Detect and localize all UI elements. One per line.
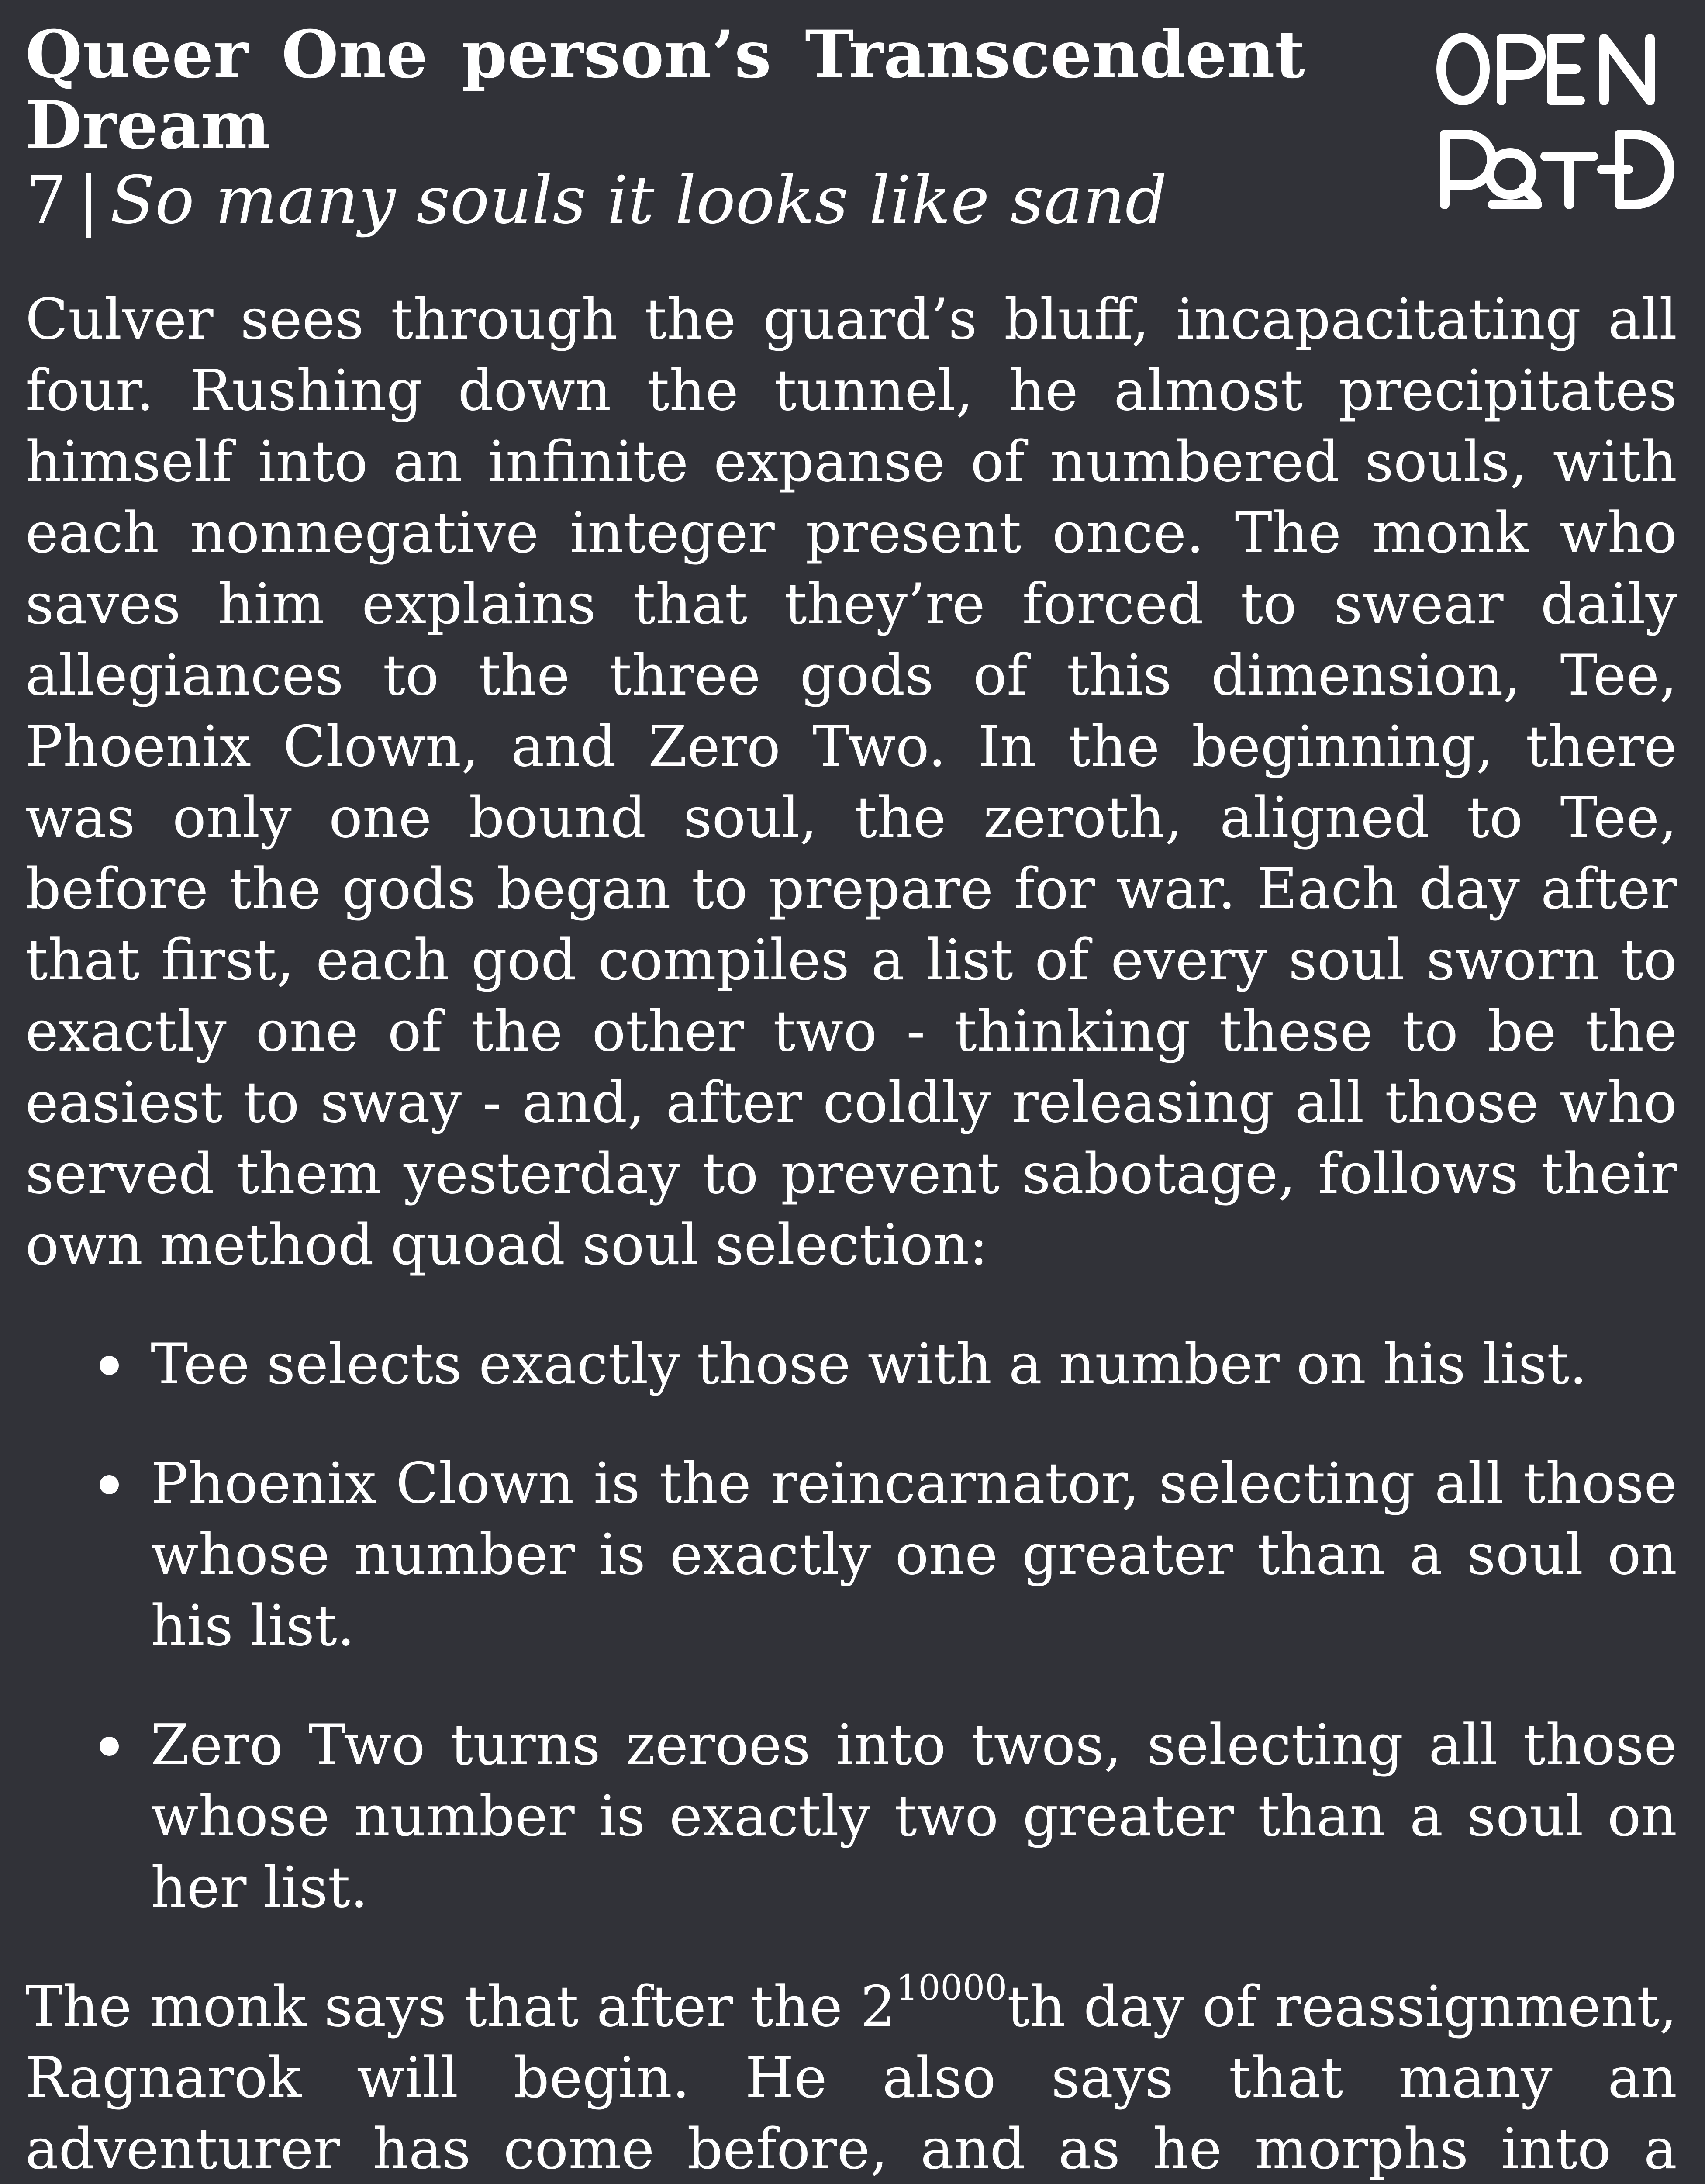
question-text-start: The monk says that after the bbox=[25, 1974, 861, 2039]
rule-phoenix-clown: Phoenix Clown is the reincarnator, selecting all those whose number is exactly one greater than a soul on his list. bbox=[151, 1451, 1677, 1659]
bullet-icon bbox=[100, 1356, 119, 1375]
list-item bbox=[25, 1448, 1677, 1662]
bullet-icon bbox=[100, 1737, 119, 1756]
rule-zero-two: Zero Two turns zeroes into twos, selecting all those whose number is exactly two greater than a soul on her list. bbox=[151, 1713, 1677, 1920]
rule-tee: Tee selects exactly those with a number on his list. bbox=[151, 1332, 1588, 1397]
god-rules-list bbox=[25, 1329, 1677, 1923]
subtitle-separator: | bbox=[77, 162, 100, 238]
power-exponent: 10000 bbox=[896, 1967, 1008, 2008]
page-title: Queer One person’s Transcendent Dream bbox=[25, 16, 1305, 164]
logo-open-lettering bbox=[1441, 38, 1650, 100]
list-item bbox=[25, 1710, 1677, 1923]
puzzle-page bbox=[25, 0, 1677, 2184]
logo-qotd-lettering bbox=[1445, 135, 1670, 204]
subtitle-line bbox=[25, 163, 1167, 238]
question-text-end: th day of reassignment, Ragnarok will begin. He also says that many an adventurer has come before, and as he morphs into a bbox=[25, 1974, 1677, 2182]
bullet-icon bbox=[100, 1475, 119, 1494]
power-base: 2 bbox=[860, 1974, 896, 2039]
list-item bbox=[25, 1329, 1677, 1400]
puzzle-subtitle: So many souls it looks like sand bbox=[110, 162, 1167, 238]
question-paragraph bbox=[25, 1967, 1677, 2184]
puzzle-body bbox=[25, 284, 1677, 2184]
puzzle-number: 7 bbox=[25, 162, 67, 238]
open-qotd-logo-icon bbox=[1436, 25, 1681, 209]
intro-paragraph: Culver sees through the guard’s bluff, incapacitating all four. Rushing down the tunnel, he almost precipitates himself into an infinite expanse of numbered souls, with each nonnegative integer present once. The monk who saves him explains that they’re forced to swear daily allegiances to the three gods of this dimension, Tee, Phoenix Clown, and Zero Two. In the beginning, there was only one bound soul, the zeroth, aligned to Tee, before the gods began to prepare for war. Each day after that first, each god compiles a list of every soul sworn to exactly one of the other two - thinking these to be the easiest to sway - and, after coldly releasing all those who served them yesterday to prevent sabotage, follows their own method quoad soul selection: bbox=[25, 287, 1677, 1278]
header bbox=[25, 16, 1677, 246]
